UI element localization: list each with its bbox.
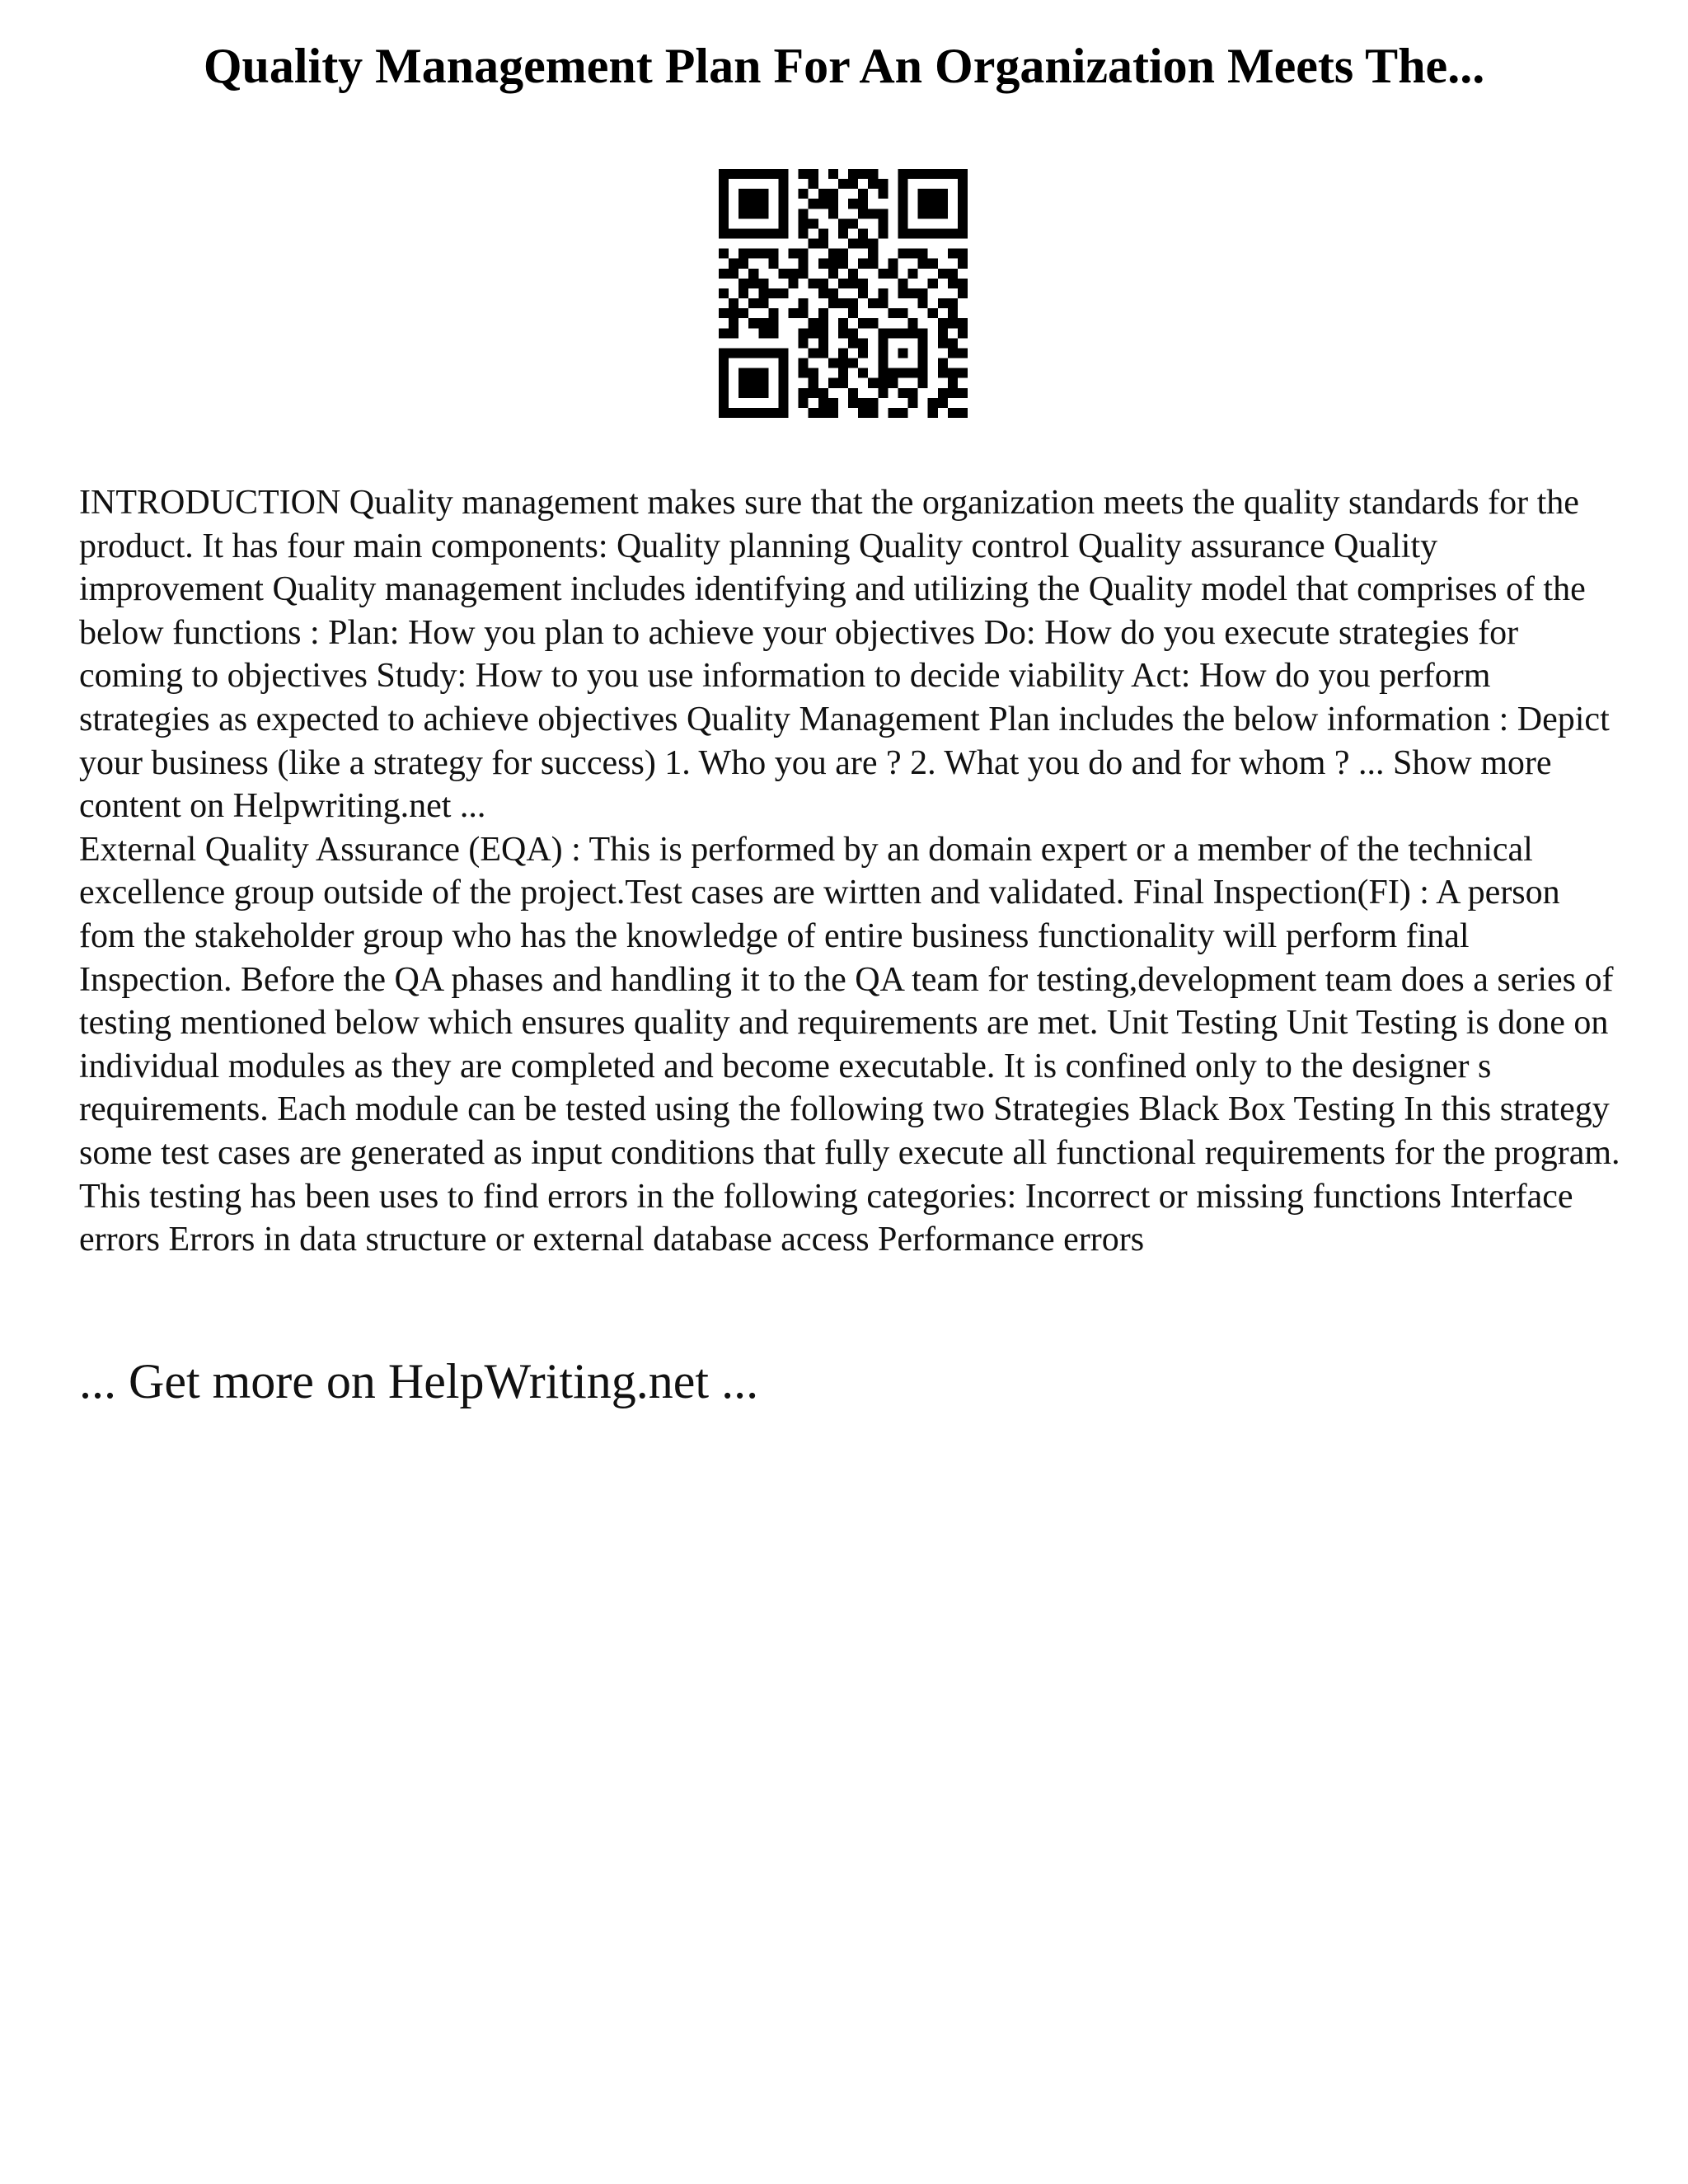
body-paragraph-external-qa: External Quality Assurance (EQA) : This is performed by an domain expert or a member of the technical excellence group outside of the project.Test cases are wirtten and validated. Final Inspection(FI) : A person fom the stakeholder group who has the knowledge of entire business functionality will perform final Inspection. Before the QA phases and handling it to the QA team for testing,development team does a series of testing mentioned below which ensures quality and requirements are met. Unit Testing Unit Testing is done on individual modules as they are completed and become executable. It is confined only to the designer s requirements. Each module can be tested using the following two Strategies Black Box Testing In this strategy some test cases are generated as input conditions that fully execute all functional requirements for the program. This testing has been uses to find errors in the following categories: Incorrect or missing functions Interface errors Errors in data structure or external database access Performance errors <box>79 830 1620 1259</box>
document-body <box>79 481 1620 1262</box>
page-title: Quality Management Plan For An Organization Meets The... <box>203 39 1485 93</box>
body-paragraph-introduction: INTRODUCTION Quality management makes sure that the organization meets the quality standards for the product. It has four main components: Quality planning Quality control Quality assurance Quality improvement Quality management includes identifying and utilizing the Quality model that comprises of the below functions : Plan: How you plan to achieve your objectives Do: How do you execute strategies for coming to objectives Study: How to you use information to decide viability Act: How do you perform strategies as expected to achieve objectives Quality Management Plan includes the below information : Depict your business (like a strategy for success) 1. Who you are ? 2. What you do and for whom ? ... Show more content on Helpwriting.net ... <box>79 484 1610 826</box>
qr-code-icon <box>719 169 968 418</box>
get-more-link[interactable]: ... Get more on HelpWriting.net ... <box>79 1354 759 1408</box>
